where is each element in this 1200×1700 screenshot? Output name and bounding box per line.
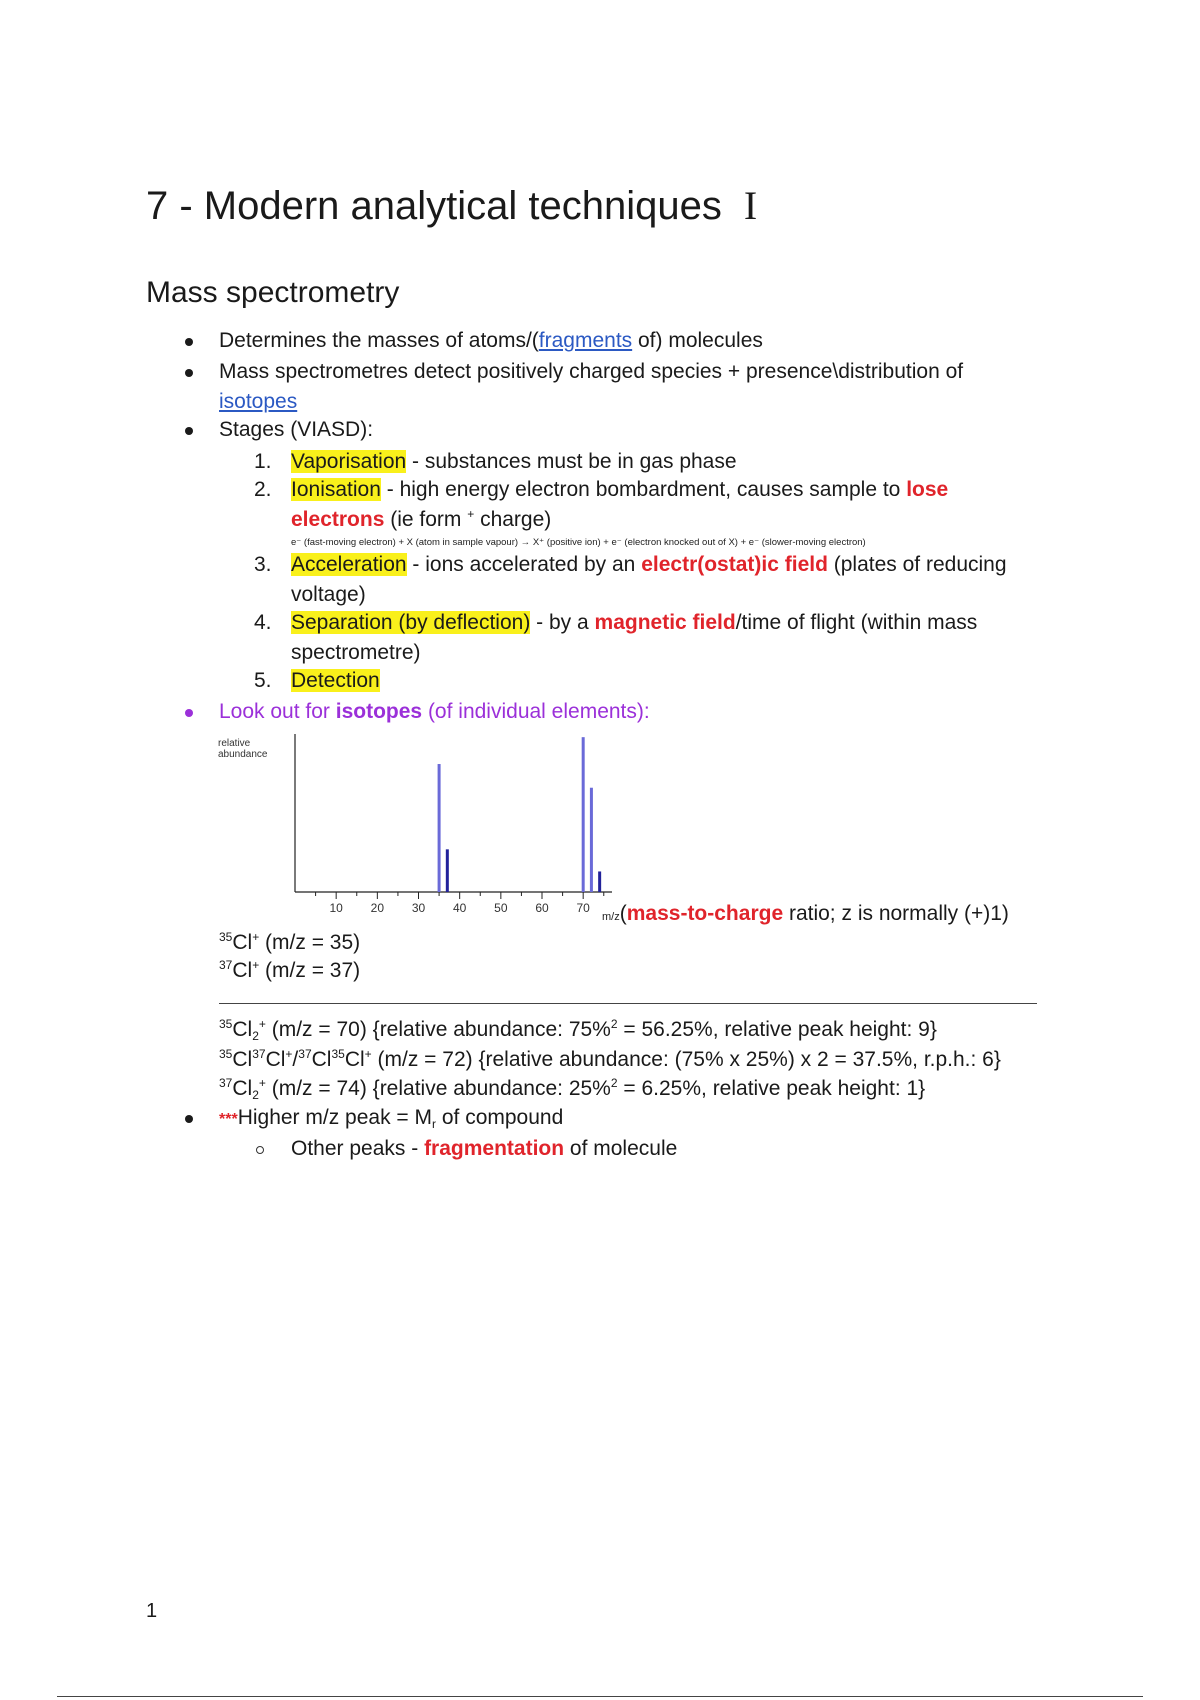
stage-separation bbox=[291, 609, 977, 637]
y-axis-label-word: relative bbox=[218, 738, 251, 749]
bullet-icon bbox=[185, 709, 193, 717]
stage-number: 2. bbox=[254, 478, 272, 501]
stage-name: Vaporisation bbox=[291, 450, 407, 473]
y-axis-label bbox=[218, 738, 268, 760]
bullet-higher-peak bbox=[219, 1104, 563, 1134]
stage-vaporisation bbox=[291, 448, 737, 476]
stage-desc: - ions accelerated by an bbox=[406, 553, 642, 576]
footer-divider bbox=[57, 1696, 1143, 1697]
slash: / bbox=[292, 1048, 299, 1071]
stage-name: Detection bbox=[291, 669, 380, 692]
page-title bbox=[146, 182, 757, 229]
ion-35cl bbox=[219, 929, 360, 957]
stage-name: Ionisation bbox=[291, 478, 381, 501]
stage-keyword: electr(ostat)ic field bbox=[641, 553, 828, 576]
stage-number: 3. bbox=[254, 553, 272, 576]
fragmentation-keyword: fragmentation bbox=[424, 1137, 565, 1160]
y-axis-label-word: abundance bbox=[218, 749, 268, 760]
subscript: r bbox=[432, 1117, 437, 1131]
isotopes-text: Look out for bbox=[219, 700, 336, 723]
mass-number: 35 bbox=[331, 1047, 345, 1061]
molecule-cl2-70 bbox=[219, 1016, 937, 1044]
stage-keyword: lose bbox=[906, 478, 949, 501]
annotation-keyword: mass-to-charge bbox=[626, 902, 784, 925]
mass-number: 35 bbox=[219, 1047, 233, 1061]
charge-sup: + bbox=[252, 930, 260, 944]
stage-separation-line2: spectrometre) bbox=[291, 641, 421, 664]
charge-sup: + bbox=[252, 958, 260, 972]
stage-name: Acceleration bbox=[291, 553, 407, 576]
section-heading: Mass spectrometry bbox=[146, 276, 400, 309]
stage-number: 1. bbox=[254, 450, 272, 473]
element-symbol: Cl bbox=[232, 931, 253, 954]
sub-tail: of molecule bbox=[564, 1137, 678, 1160]
spectrum-peak-bar bbox=[598, 871, 601, 892]
x-tick-label: 50 bbox=[494, 901, 508, 915]
stage-number: 5. bbox=[254, 669, 272, 692]
square-sup: 2 bbox=[610, 1076, 618, 1090]
isotopes-tail: (of individual elements): bbox=[422, 700, 650, 723]
ion-37cl bbox=[219, 957, 360, 985]
isotopes-link[interactable]: isotopes bbox=[219, 390, 298, 413]
stage-desc: /time of flight (within mass bbox=[735, 611, 978, 634]
bullet-masses-tail: of) molecules bbox=[632, 329, 763, 352]
stage-desc: charge) bbox=[474, 508, 552, 531]
stage-keyword: magnetic field bbox=[594, 611, 736, 634]
ion-desc: (m/z = 37) bbox=[259, 959, 361, 982]
x-tick-label: 60 bbox=[535, 901, 549, 915]
bullet-detect-line2 bbox=[219, 388, 297, 416]
molecule-desc: = 6.25%, relative peak height: 1} bbox=[617, 1077, 926, 1100]
charge-sup: + bbox=[258, 1076, 266, 1090]
x-tick-label: 10 bbox=[329, 901, 343, 915]
element-symbol: Cl bbox=[265, 1048, 286, 1071]
stage-desc: - substances must be in gas phase bbox=[406, 450, 737, 473]
stage-detection bbox=[291, 667, 380, 695]
bullet-masses bbox=[219, 327, 763, 355]
ion-desc: (m/z = 35) bbox=[259, 931, 361, 954]
element-symbol: Cl bbox=[232, 1048, 253, 1071]
fragments-link[interactable]: fragments bbox=[538, 329, 633, 352]
stars-marker: *** bbox=[219, 1111, 238, 1128]
x-tick-label: 70 bbox=[576, 901, 590, 915]
bullet-icon bbox=[185, 338, 193, 346]
element-symbol: Cl bbox=[344, 1048, 365, 1071]
square-sup: 2 bbox=[610, 1017, 618, 1031]
chart-annotation bbox=[602, 900, 1009, 928]
divider bbox=[219, 1003, 1037, 1004]
text-cursor-icon: I bbox=[743, 183, 758, 228]
spectrum-peak-bar bbox=[590, 788, 593, 892]
charge-sup: + bbox=[364, 1047, 372, 1061]
stage-desc: - by a bbox=[530, 611, 595, 634]
annotation-text: ( bbox=[619, 902, 627, 925]
element-symbol: Cl bbox=[232, 1018, 253, 1041]
mass-number: 37 bbox=[219, 1076, 233, 1090]
stage-acceleration-line2: voltage) bbox=[291, 583, 366, 606]
molecule-desc: (m/z = 70) {relative abundance: 75% bbox=[265, 1018, 611, 1041]
element-symbol: Cl bbox=[232, 959, 253, 982]
element-symbol: Cl bbox=[311, 1048, 332, 1071]
stage-desc: - high energy electron bombardment, causes sample to bbox=[380, 478, 907, 501]
spectrum-peak-bar bbox=[438, 764, 441, 892]
spectrum-peak-bar bbox=[446, 849, 449, 892]
subscript: 2 bbox=[252, 1088, 259, 1102]
molecule-cl2-72 bbox=[219, 1046, 1001, 1074]
isotopes-keyword: isotopes bbox=[335, 700, 423, 723]
sub-bullet-icon bbox=[256, 1146, 264, 1154]
bullet-detect: Mass spectrometres detect positively charged species + presence\distribution of bbox=[219, 360, 964, 383]
ionisation-equation: e⁻ (fast-moving electron) + X (atom in sample vapour) → X⁺ (positive ion) + e⁻ (electron knocked out of X) + e⁻ (slower-moving electron) bbox=[291, 537, 866, 548]
stage-ionisation-line2 bbox=[291, 506, 551, 534]
mass-number: 35 bbox=[219, 930, 233, 944]
charge-sup: + bbox=[258, 1017, 266, 1031]
x-axis-label: m/z bbox=[602, 911, 620, 923]
stage-desc: (ie form bbox=[384, 508, 468, 531]
mass-number: 37 bbox=[219, 958, 233, 972]
mass-number: 35 bbox=[219, 1017, 233, 1031]
mass-spectrum-chart bbox=[210, 726, 630, 926]
stage-desc: (plates of reducing bbox=[827, 553, 1007, 576]
final-tail: of compound bbox=[436, 1106, 564, 1129]
bullet-icon bbox=[185, 427, 193, 435]
annotation-text: ratio; z is normally (+)1) bbox=[783, 902, 1009, 925]
charge-sup: + bbox=[285, 1047, 293, 1061]
stage-ionisation bbox=[291, 476, 948, 504]
mass-number: 37 bbox=[252, 1047, 266, 1061]
page-number: 1 bbox=[146, 1600, 158, 1622]
sub-bullet-other-peaks bbox=[291, 1135, 677, 1163]
stage-name: Separation (by deflection) bbox=[291, 611, 531, 634]
stage-number: 4. bbox=[254, 611, 272, 634]
molecule-desc: (m/z = 72) {relative abundance: (75% x 25%) x 2 = 37.5%, r.p.h.: 6} bbox=[371, 1048, 1001, 1071]
bullet-icon bbox=[185, 1115, 193, 1123]
bullet-icon bbox=[185, 369, 193, 377]
molecule-desc: = 56.25%, relative peak height: 9} bbox=[617, 1018, 937, 1041]
mass-number: 37 bbox=[298, 1047, 312, 1061]
spectrum-peak-bar bbox=[582, 737, 585, 892]
element-symbol: Cl bbox=[232, 1077, 253, 1100]
x-tick-label: 30 bbox=[411, 901, 426, 915]
molecule-cl2-74 bbox=[219, 1075, 925, 1103]
subscript: 2 bbox=[252, 1029, 259, 1043]
stage-acceleration bbox=[291, 551, 1007, 579]
x-tick-label: 20 bbox=[370, 901, 385, 915]
sub-text: Other peaks - bbox=[291, 1137, 425, 1160]
bullet-masses-text: Determines the masses of atoms/( bbox=[219, 329, 539, 352]
charge-sup: + bbox=[467, 507, 475, 521]
molecule-desc: (m/z = 74) {relative abundance: 25% bbox=[265, 1077, 611, 1100]
x-axis-ticks bbox=[316, 892, 604, 915]
x-tick-label: 40 bbox=[452, 901, 467, 915]
final-text: Higher m/z peak = M bbox=[237, 1106, 433, 1129]
bullet-stages: Stages (VIASD): bbox=[219, 418, 374, 441]
page-title-text: 7 - Modern analytical techniques bbox=[146, 184, 722, 228]
chart-bars bbox=[438, 737, 602, 892]
bullet-isotopes bbox=[219, 698, 650, 726]
stage-keyword: electrons bbox=[291, 508, 385, 531]
